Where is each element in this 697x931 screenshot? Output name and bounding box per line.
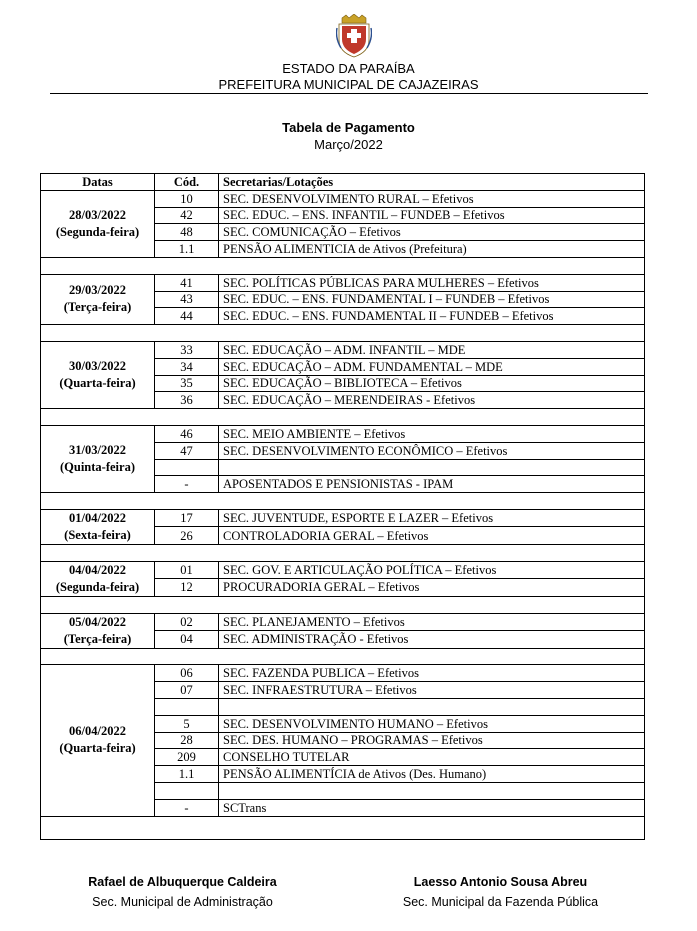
payment-date: 29/03/2022 [69, 283, 126, 298]
department-cell: SEC. FAZENDA PUBLICA – Efetivos [219, 665, 645, 682]
department-cell: SEC. DESENVOLVIMENTO ECONÔMICO – Efetivos [219, 442, 645, 459]
date-cell [41, 509, 155, 544]
code-cell: - [155, 799, 219, 816]
date-cell [41, 665, 155, 816]
code-cell: 209 [155, 749, 219, 766]
department-cell [219, 782, 645, 799]
signatory-role: Sec. Municipal da Fazenda Pública [402, 895, 599, 909]
department-cell: SEC. EDUCAÇÃO – MERENDEIRAS - Efetivos [219, 392, 645, 409]
department-cell: SEC. DESENVOLVIMENTO RURAL – Efetivos [219, 190, 645, 207]
payment-date: 04/04/2022 [69, 562, 126, 577]
spacer-row [41, 325, 645, 342]
document-title: Tabela de Pagamento [282, 120, 415, 135]
payment-date: 30/03/2022 [69, 359, 126, 374]
code-cell: 33 [155, 341, 219, 358]
code-cell: 41 [155, 274, 219, 291]
code-cell: 43 [155, 291, 219, 308]
payment-date: 06/04/2022 [69, 724, 126, 739]
department-cell: SEC. ADMINISTRAÇÃO - Efetivos [219, 631, 645, 649]
department-cell: CONSELHO TUTELAR [219, 749, 645, 766]
department-cell: SEC. JUVENTUDE, ESPORTE E LAZER – Efetivos [219, 509, 645, 527]
code-cell: 5 [155, 715, 219, 732]
department-cell: SEC. EDUCAÇÃO – ADM. FUNDAMENTAL – MDE [219, 358, 645, 375]
document-subtitle: Março/2022 [314, 137, 383, 152]
column-header-dates: Datas [41, 174, 155, 191]
spacer-row [41, 544, 645, 561]
department-cell: SEC. PLANEJAMENTO – Efetivos [219, 613, 645, 631]
department-cell: SEC. EDUC. – ENS. INFANTIL – FUNDEB – Efetivos [219, 207, 645, 224]
table-row [41, 509, 645, 527]
signature-block-administration [60, 875, 305, 909]
signatory-role: Sec. Municipal de Administração [92, 895, 273, 909]
table-row [41, 190, 645, 207]
column-header-departments: Secretarias/Lotações [219, 174, 645, 191]
spacer-cell [41, 596, 645, 613]
table-row [41, 341, 645, 358]
table-row [41, 561, 645, 579]
code-cell: 28 [155, 732, 219, 749]
spacer-cell [41, 648, 645, 665]
spacer-row [41, 409, 645, 426]
spacer-row [41, 257, 645, 274]
date-cell [41, 341, 155, 408]
department-cell: SEC. EDUCAÇÃO – ADM. INFANTIL – MDE [219, 341, 645, 358]
table-row [41, 274, 645, 291]
payment-date: 05/04/2022 [69, 614, 126, 629]
code-cell: 26 [155, 527, 219, 545]
code-cell: 36 [155, 392, 219, 409]
code-cell: 01 [155, 561, 219, 579]
payment-weekday: (Terça-feira) [63, 631, 132, 646]
header-divider [50, 93, 648, 94]
department-cell: APOSENTADOS E PENSIONISTAS - IPAM [219, 476, 645, 493]
payment-date: 28/03/2022 [69, 207, 126, 222]
department-cell: SEC. EDUCAÇÃO – BIBLIOTECA – Efetivos [219, 375, 645, 392]
code-cell: 42 [155, 207, 219, 224]
date-cell [41, 425, 155, 492]
spacer-row [41, 493, 645, 510]
spacer-cell [41, 409, 645, 426]
code-cell [155, 698, 219, 715]
signature-block-finance [383, 875, 618, 909]
code-cell: 10 [155, 190, 219, 207]
payment-weekday: (Quinta-feira) [60, 460, 135, 475]
payment-weekday: (Segunda-feira) [55, 224, 140, 239]
department-cell: PROCURADORIA GERAL – Efetivos [219, 579, 645, 597]
department-cell [219, 698, 645, 715]
date-cell [41, 190, 155, 257]
spacer-row [41, 648, 645, 665]
code-cell: 44 [155, 308, 219, 325]
code-cell: 48 [155, 224, 219, 241]
department-cell [219, 459, 645, 476]
spacer-cell [41, 544, 645, 561]
code-cell [155, 782, 219, 799]
spacer-cell [41, 325, 645, 342]
code-cell: 04 [155, 631, 219, 649]
code-cell: 35 [155, 375, 219, 392]
code-cell: 17 [155, 509, 219, 527]
department-cell: SEC. COMUNICAÇÃO – Efetivos [219, 224, 645, 241]
spacer-cell [41, 816, 645, 839]
payment-weekday: (Terça-feira) [63, 300, 132, 315]
code-cell: 1.1 [155, 241, 219, 258]
payment-weekday: (Quarta-feira) [59, 741, 136, 756]
signatory-name: Rafael de Albuquerque Caldeira [88, 875, 277, 889]
department-cell: CONTROLADORIA GERAL – Efetivos [219, 527, 645, 545]
signatory-name: Laesso Antonio Sousa Abreu [413, 875, 588, 889]
spacer-row [41, 596, 645, 613]
column-header-code: Cód. [155, 174, 219, 191]
code-cell: 12 [155, 579, 219, 597]
payment-schedule-table [40, 173, 645, 840]
payment-date: 01/04/2022 [69, 510, 126, 525]
spacer-cell [41, 493, 645, 510]
department-cell: SEC. EDUC. – ENS. FUNDAMENTAL I – FUNDEB – Efetivos [219, 291, 645, 308]
date-cell [41, 274, 155, 324]
payment-weekday: (Sexta-feira) [64, 527, 131, 542]
department-cell: SEC. GOV. E ARTICULAÇÃO POLÍTICA – Efetivos [219, 561, 645, 579]
department-cell: PENSÃO ALIMENTICIA de Ativos (Prefeitura) [219, 241, 645, 258]
code-cell: 07 [155, 682, 219, 699]
date-cell [41, 613, 155, 648]
code-cell: 46 [155, 425, 219, 442]
payment-weekday: (Quarta-feira) [59, 376, 136, 391]
department-cell: SEC. POLÍTICAS PÚBLICAS PARA MULHERES – Efetivos [219, 274, 645, 291]
department-cell: SEC. MEIO AMBIENTE – Efetivos [219, 425, 645, 442]
state-name: ESTADO DA PARAÍBA [282, 61, 415, 76]
table-row [41, 425, 645, 442]
department-cell: SEC. INFRAESTRUTURA – Efetivos [219, 682, 645, 699]
spacer-cell [41, 257, 645, 274]
department-cell: SEC. DESENVOLVIMENTO HUMANO – Efetivos [219, 715, 645, 732]
code-cell: 34 [155, 358, 219, 375]
payment-weekday: (Segunda-feira) [55, 579, 140, 594]
code-cell: - [155, 476, 219, 493]
date-cell [41, 561, 155, 596]
table-row [41, 665, 645, 682]
department-cell: SEC. EDUC. – ENS. FUNDAMENTAL II – FUNDEB – Efetivos [219, 308, 645, 325]
code-cell [155, 459, 219, 476]
spacer-row [41, 816, 645, 839]
table-header-row [41, 174, 645, 191]
code-cell: 47 [155, 442, 219, 459]
city-hall-name: PREFEITURA MUNICIPAL DE CAJAZEIRAS [218, 77, 479, 92]
department-cell: SCTrans [219, 799, 645, 816]
table-row [41, 613, 645, 631]
payment-date: 31/03/2022 [69, 443, 126, 458]
city-coat-of-arms [336, 14, 372, 58]
department-cell: PENSÃO ALIMENTÍCIA de Ativos (Des. Humano) [219, 766, 645, 783]
code-cell: 06 [155, 665, 219, 682]
code-cell: 1.1 [155, 766, 219, 783]
code-cell: 02 [155, 613, 219, 631]
department-cell: SEC. DES. HUMANO – PROGRAMAS – Efetivos [219, 732, 645, 749]
